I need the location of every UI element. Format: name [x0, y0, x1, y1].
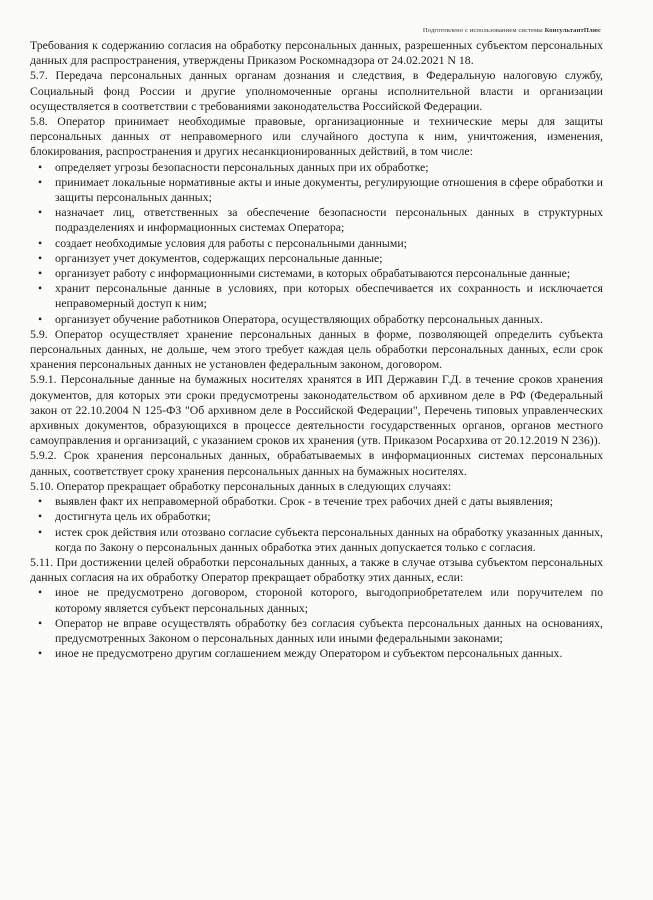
- header-prefix: Подготовлено с использованием системы: [422, 27, 543, 34]
- bullet-icon: •: [38, 646, 43, 661]
- header-brand: КонсультантПлюс: [544, 27, 601, 34]
- list-item-text: Оператор не вправе осуществлять обработку без согласия субъекта персональных данных на основаниях, предусмотренных Законом о персональных данных или иными федеральными законами;: [55, 615, 603, 645]
- list-item: [30, 525, 603, 555]
- bullet-icon: •: [38, 524, 43, 539]
- list-item: [30, 175, 603, 205]
- list-item-text: иное не предусмотрено другим соглашением между Оператором и субъектом персональных данных.: [55, 646, 563, 661]
- bullet-icon: •: [38, 311, 43, 326]
- bullet-icon: •: [38, 159, 43, 174]
- list-item-text: истек срок действия или отозвано согласие субъекта персональных данных на обработку указанных данных, когда по Закону о персональных данных обработка этих данных допускается только с согласия.: [55, 524, 603, 554]
- paragraph-5-9: 5.9. Оператор осуществляет хранение персональных данных в форме, позволяющей определить субъекта персональных данных, не дольше, чем этого требует каждая цель обработки персональных данных, если срок хранения персональных данных не установлен федеральным законом, договором.: [30, 326, 603, 372]
- bullet-icon: •: [38, 509, 43, 524]
- paragraph-5-8: 5.8. Оператор принимает необходимые правовые, организационные и технические меры для защиты персональных данных от неправомерного или случайного доступа к ним, уничтожения, изменения, блокирования, распространения и других несанкционированных действий, в том числе:: [30, 114, 603, 159]
- bullet-icon: •: [38, 250, 43, 265]
- bullet-icon: •: [38, 585, 43, 600]
- paragraph-5-7: 5.7. Передача персональных данных органам дознания и следствия, в Федеральную налоговую службу, Социальный фонд России и другие уполномоченные органы исполнительной власти и организации осуществляется в соответствии с требованиями законодательства Российской Федерации.: [30, 68, 603, 113]
- list-item: [30, 160, 603, 175]
- list-item: [30, 281, 603, 311]
- bullet-icon: •: [38, 615, 43, 630]
- list-item: [30, 236, 603, 251]
- list-item-text: назначает лиц, ответственных за обеспечение безопасности персональных данных в структурных подразделениях и информационных системах Оператора;: [55, 205, 603, 235]
- list-item-text: выявлен факт их неправомерной обработки. Срок - в течение трех рабочих дней с даты выявления;: [55, 494, 554, 509]
- bullet-icon: •: [38, 174, 43, 189]
- paragraph-5-9-2: 5.9.2. Срок хранения персональных данных, обрабатываемых в информационных системах персональных данных, соответствует сроку хранения персональных данных на бумажных носителях.: [30, 448, 603, 478]
- paragraph-5-11: 5.11. При достижении целей обработки персональных данных, а также в случае отзыва субъектом персональных данных согласия на их обработку Оператор прекращает обработку этих данных, если:: [30, 554, 603, 585]
- list-5-10: [30, 494, 603, 555]
- list-item: [30, 266, 603, 281]
- list-item-text: хранит персональные данные в условиях, при которых обеспечивается их сохранность и исключается неправомерный доступ к ним;: [55, 281, 603, 311]
- list-item: [30, 312, 603, 327]
- list-item-text: достигнута цель их обработки;: [55, 509, 211, 524]
- list-item-text: организует учет документов, содержащих персональные данные;: [55, 250, 383, 265]
- bullet-icon: •: [38, 494, 43, 509]
- list-item: [30, 494, 603, 509]
- paragraph-5-10: 5.10. Оператор прекращает обработку персональных данных в следующих случаях:: [30, 478, 452, 493]
- list-item-text: иное не предусмотрено договором, стороной которого, выгодоприобретателем или поручителем по которому является субъект персональных данных;: [55, 585, 603, 615]
- list-item-text: принимает локальные нормативные акты и иные документы, регулирующие отношения в сфере обработки и защиты персональных данных;: [55, 174, 603, 205]
- list-item: [30, 646, 603, 661]
- list-item: [30, 251, 603, 266]
- bullet-icon: •: [38, 281, 43, 296]
- paragraph-5-9-1: 5.9.1. Персональные данные на бумажных носителях хранятся в ИП Державин Г.Д. в течение сроков хранения документов, для которых эти сроки предусмотрены законодательством об архивном деле в РФ (Федеральный закон от 22.10.2004 N 125-ФЗ "Об архивном деле в Российской Федерации", Перечень типовых управленческих архивных документов, образующихся в процессе деятельности государственных органов, органов местного самоуправления и организаций, с указанием сроков их хранения (утв. Приказом Росархива от 20.12.2019 N 236)).: [30, 372, 603, 448]
- list-item-text: определяет угрозы безопасности персональных данных при их обработке;: [55, 159, 429, 174]
- list-item-text: создает необходимые условия для работы с персональными данными;: [55, 235, 407, 250]
- list-item: [30, 585, 603, 615]
- bullet-icon: •: [38, 235, 43, 250]
- list-item-text: организует обучение работников Оператора, осуществляющих обработку персональных данных.: [55, 311, 543, 326]
- list-item: [30, 509, 603, 524]
- list-item: [30, 616, 603, 646]
- bullet-icon: •: [38, 205, 43, 220]
- list-item: [30, 205, 603, 235]
- list-5-8: [30, 160, 603, 327]
- list-item-text: организует работу с информационными системами, в которых обрабатываются персональные данные;: [55, 266, 571, 281]
- bullet-icon: •: [38, 266, 43, 281]
- page-header: [423, 23, 601, 38]
- list-5-11: [30, 585, 603, 661]
- paragraph-requirements: Требования к содержанию согласия на обработку персональных данных, разрешенных субъектом персональных данных для распространения, утверждены Приказом Роскомнадзора от 24.02.2021 N 18.: [30, 38, 603, 68]
